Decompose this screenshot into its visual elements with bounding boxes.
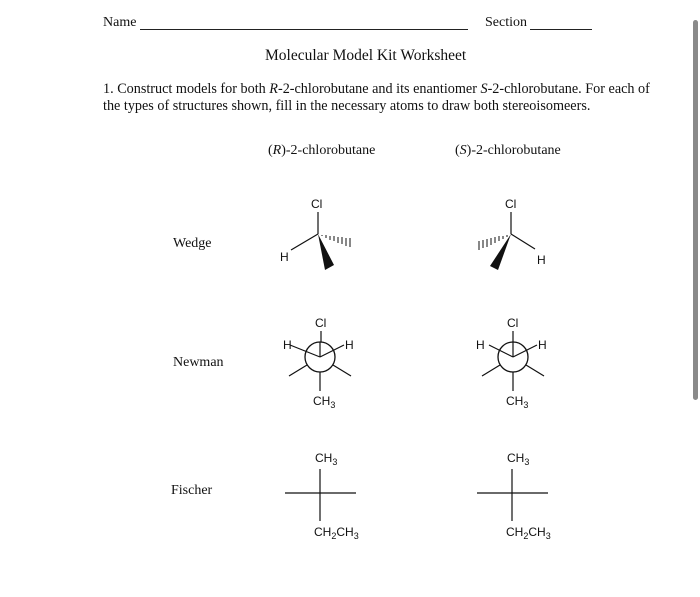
fischer-s-ch2ch3: $CH_2CH_3$ xyxy=(506,525,551,541)
column-header-s: (S)-2-chlorobutane xyxy=(455,143,561,158)
fischer-structure-r xyxy=(285,451,359,541)
fischer-structure-s xyxy=(477,451,551,541)
wedge-structure-s xyxy=(479,197,546,270)
wedge-s-cl: Cl xyxy=(505,197,517,211)
vertical-scrollbar[interactable] xyxy=(693,20,698,400)
wedge-structure-r xyxy=(280,197,350,270)
newman-structure-s xyxy=(476,316,547,410)
wedge-s-h: H xyxy=(537,253,546,267)
newman-s-cl: Cl xyxy=(507,316,519,330)
newman-s-ch3: $CH_3$ xyxy=(506,394,529,410)
question-line-1: 1. Construct models for both R-2-chlorobutane and its enantiomer S-2-chlorobutane. For each of xyxy=(103,81,650,97)
wedge-r-cl: Cl xyxy=(311,197,323,211)
wedge-r-h: H xyxy=(280,250,289,264)
column-header-r: (R)-2-chlorobutane xyxy=(268,143,376,158)
newman-r-ch3: $CH_3$ xyxy=(313,394,336,410)
name-label: Name xyxy=(103,15,137,30)
row-label-wedge: Wedge xyxy=(173,236,212,251)
fischer-r-ch2ch3: $CH_2CH_3$ xyxy=(314,525,359,541)
newman-r-h-left: H xyxy=(283,338,292,352)
section-label: Section xyxy=(485,15,527,30)
question-line-2: the types of structures shown, fill in the necessary atoms to draw both stereoisomeers. xyxy=(103,98,591,114)
worksheet-title: Molecular Model Kit Worksheet xyxy=(265,47,467,64)
newman-s-h-left: H xyxy=(476,338,485,352)
fischer-r-ch3: $CH_3$ xyxy=(315,451,338,467)
newman-structure-r xyxy=(283,316,354,410)
row-label-newman: Newman xyxy=(173,355,224,370)
newman-r-h-right: H xyxy=(345,338,354,352)
newman-s-h-right: H xyxy=(538,338,547,352)
row-label-fischer: Fischer xyxy=(171,483,213,498)
newman-r-cl: Cl xyxy=(315,316,327,330)
fischer-s-ch3: $CH_3$ xyxy=(507,451,530,467)
